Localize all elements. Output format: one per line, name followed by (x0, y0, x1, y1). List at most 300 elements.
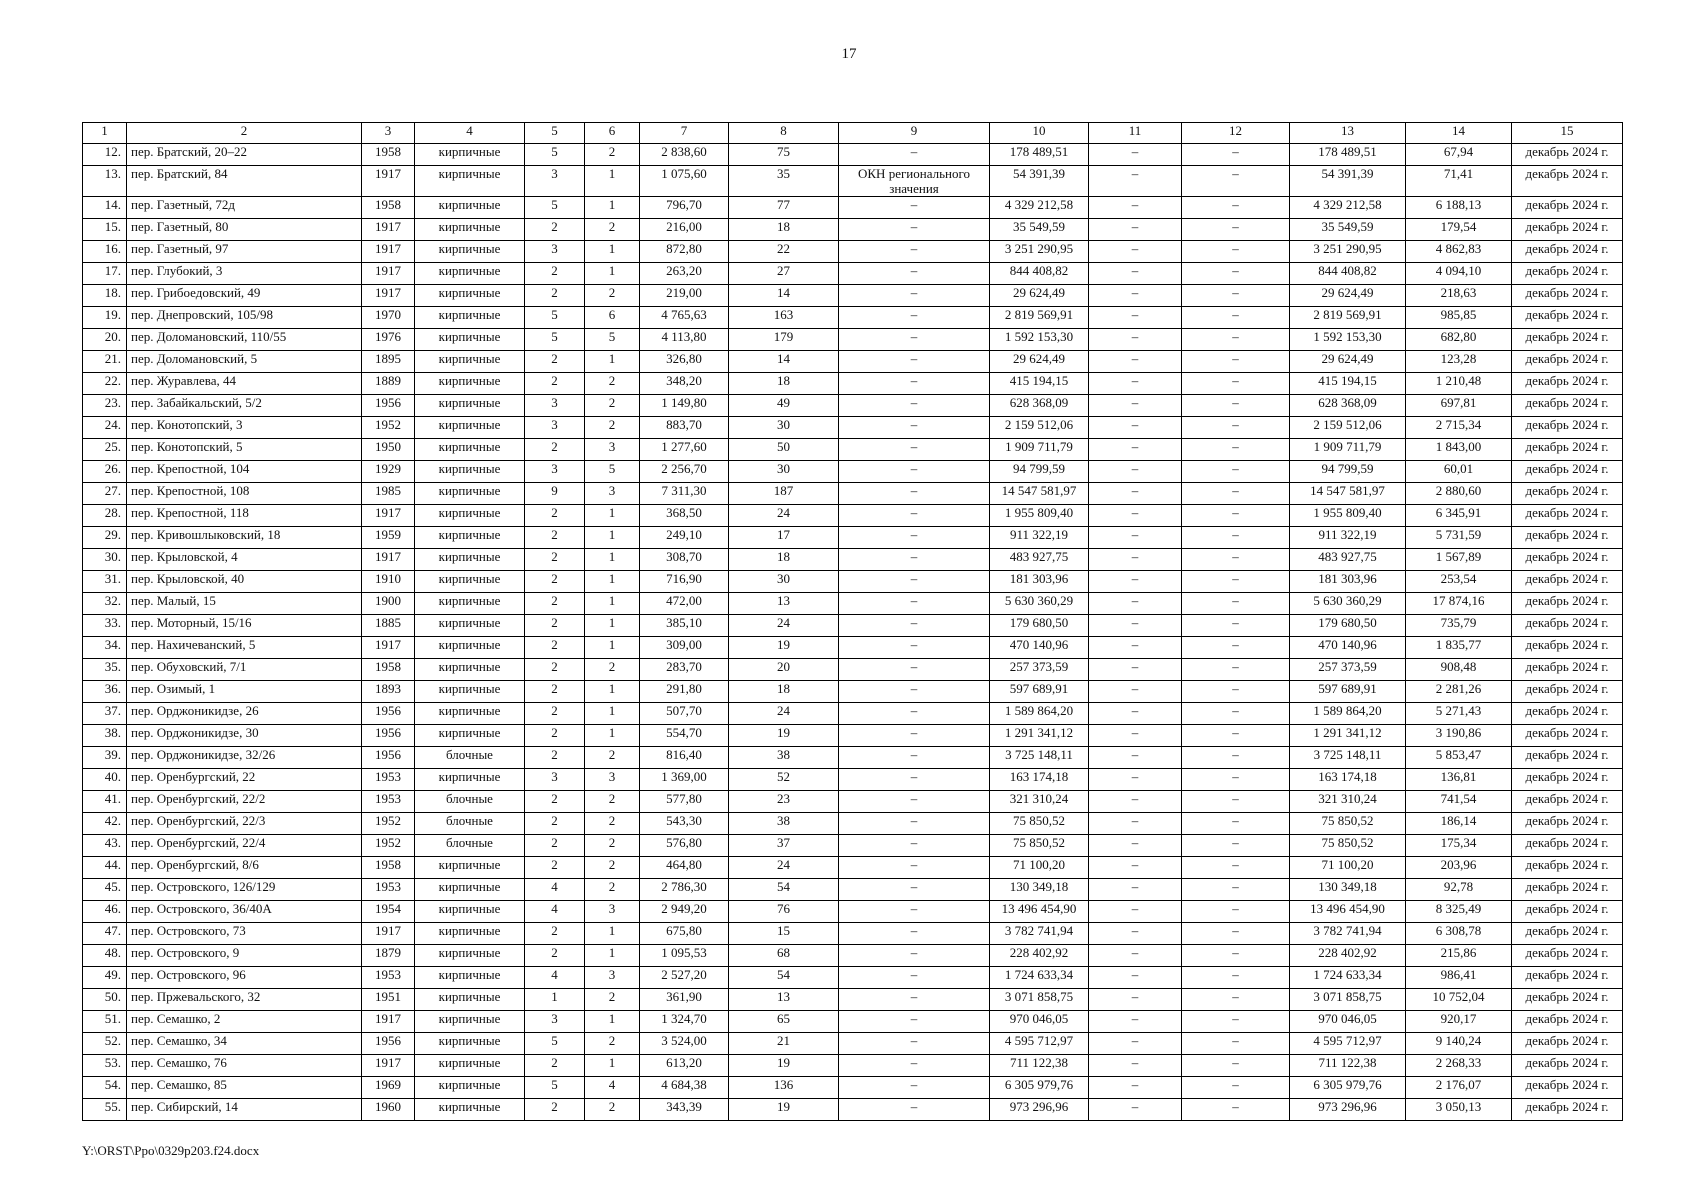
cell-address: пер. Орджоникидзе, 32/26 (127, 747, 362, 769)
cell-address: пер. Островского, 126/129 (127, 879, 362, 901)
cell-address: пер. Семашко, 76 (127, 1055, 362, 1077)
table-row (83, 329, 1623, 351)
cell-area: 883,70 (640, 417, 729, 439)
cell-cost-per-unit: 1 567,89 (1406, 549, 1512, 571)
cell-entrances: 2 (585, 395, 640, 417)
table-row (83, 571, 1623, 593)
cell-area: 577,80 (640, 791, 729, 813)
column-header-13: 13 (1290, 123, 1406, 144)
cell-cost-per-unit: 697,81 (1406, 395, 1512, 417)
cell-cost-fund: 54 391,39 (1290, 166, 1406, 197)
cell-year-built: 1879 (362, 945, 415, 967)
table-row (83, 1011, 1623, 1033)
cell-col-11: – (1089, 197, 1182, 219)
table-row (83, 461, 1623, 483)
cell-year-built: 1956 (362, 395, 415, 417)
cell-cost-per-unit: 985,85 (1406, 307, 1512, 329)
cell-area: 2 256,70 (640, 461, 729, 483)
cell-area: 343,39 (640, 1099, 729, 1121)
cell-completion-date: декабрь 2024 г. (1512, 703, 1623, 725)
cell-col-12: – (1182, 791, 1290, 813)
cell-heritage-status: – (839, 571, 990, 593)
cell-col-11: – (1089, 439, 1182, 461)
cell-address: пер. Островского, 36/40А (127, 901, 362, 923)
cell-residents: 27 (729, 263, 839, 285)
cell-cost-total: 94 799,59 (990, 461, 1089, 483)
cell-cost-per-unit: 175,34 (1406, 835, 1512, 857)
cell-col-12: – (1182, 725, 1290, 747)
table-row (83, 527, 1623, 549)
cell-completion-date: декабрь 2024 г. (1512, 144, 1623, 166)
cell-row-number: 25. (83, 439, 127, 461)
cell-floors: 2 (525, 747, 585, 769)
cell-heritage-status: – (839, 417, 990, 439)
cell-cost-total: 970 046,05 (990, 1011, 1089, 1033)
cell-completion-date: декабрь 2024 г. (1512, 351, 1623, 373)
cell-col-12: – (1182, 197, 1290, 219)
cell-entrances: 1 (585, 945, 640, 967)
cell-area: 716,90 (640, 571, 729, 593)
cell-floors: 2 (525, 285, 585, 307)
cell-residents: 24 (729, 703, 839, 725)
cell-cost-fund: 3 071 858,75 (1290, 989, 1406, 1011)
cell-row-number: 42. (83, 813, 127, 835)
cell-heritage-status: – (839, 879, 990, 901)
table-row (83, 166, 1623, 197)
table-row (83, 615, 1623, 637)
cell-col-12: – (1182, 835, 1290, 857)
cell-cost-total: 2 819 569,91 (990, 307, 1089, 329)
cell-col-11: – (1089, 835, 1182, 857)
cell-completion-date: декабрь 2024 г. (1512, 989, 1623, 1011)
cell-year-built: 1958 (362, 857, 415, 879)
cell-cost-per-unit: 2 281,26 (1406, 681, 1512, 703)
cell-row-number: 44. (83, 857, 127, 879)
cell-address: пер. Газетный, 80 (127, 219, 362, 241)
cell-floors: 2 (525, 615, 585, 637)
cell-cost-per-unit: 2 176,07 (1406, 1077, 1512, 1099)
cell-address: пер. Оренбургский, 22/3 (127, 813, 362, 835)
cell-address: пер. Грибоедовский, 49 (127, 285, 362, 307)
cell-col-11: – (1089, 1033, 1182, 1055)
table-row (83, 144, 1623, 166)
cell-year-built: 1953 (362, 879, 415, 901)
cell-col-12: – (1182, 144, 1290, 166)
cell-cost-per-unit: 3 050,13 (1406, 1099, 1512, 1121)
cell-completion-date: декабрь 2024 г. (1512, 263, 1623, 285)
table-row (83, 1055, 1623, 1077)
cell-area: 464,80 (640, 857, 729, 879)
cell-heritage-status: – (839, 395, 990, 417)
cell-cost-per-unit: 92,78 (1406, 879, 1512, 901)
cell-entrances: 2 (585, 144, 640, 166)
cell-completion-date: декабрь 2024 г. (1512, 241, 1623, 263)
cell-address: пер. Семашко, 34 (127, 1033, 362, 1055)
cell-completion-date: декабрь 2024 г. (1512, 923, 1623, 945)
cell-row-number: 26. (83, 461, 127, 483)
cell-year-built: 1917 (362, 166, 415, 197)
cell-cost-per-unit: 5 271,43 (1406, 703, 1512, 725)
cell-heritage-status: – (839, 703, 990, 725)
cell-completion-date: декабрь 2024 г. (1512, 395, 1623, 417)
cell-area: 1 369,00 (640, 769, 729, 791)
cell-cost-per-unit: 2 268,33 (1406, 1055, 1512, 1077)
cell-cost-per-unit: 986,41 (1406, 967, 1512, 989)
cell-area: 2 838,60 (640, 144, 729, 166)
cell-residents: 13 (729, 593, 839, 615)
cell-heritage-status: – (839, 351, 990, 373)
cell-wall-material: кирпичные (415, 659, 525, 681)
cell-residents: 19 (729, 1055, 839, 1077)
table-row (83, 923, 1623, 945)
cell-address: пер. Крепостной, 104 (127, 461, 362, 483)
cell-cost-per-unit: 60,01 (1406, 461, 1512, 483)
cell-wall-material: кирпичные (415, 703, 525, 725)
cell-entrances: 1 (585, 593, 640, 615)
cell-cost-total: 5 630 360,29 (990, 593, 1089, 615)
cell-row-number: 36. (83, 681, 127, 703)
cell-cost-per-unit: 682,80 (1406, 329, 1512, 351)
cell-entrances: 1 (585, 725, 640, 747)
cell-cost-fund: 844 408,82 (1290, 263, 1406, 285)
cell-area: 219,00 (640, 285, 729, 307)
cell-cost-fund: 71 100,20 (1290, 857, 1406, 879)
cell-cost-total: 1 589 864,20 (990, 703, 1089, 725)
cell-row-number: 52. (83, 1033, 127, 1055)
cell-cost-total: 711 122,38 (990, 1055, 1089, 1077)
cell-col-11: – (1089, 166, 1182, 197)
cell-address: пер. Семашко, 85 (127, 1077, 362, 1099)
cell-cost-fund: 35 549,59 (1290, 219, 1406, 241)
cell-cost-per-unit: 9 140,24 (1406, 1033, 1512, 1055)
cell-cost-total: 483 927,75 (990, 549, 1089, 571)
column-header-9: 9 (839, 123, 990, 144)
cell-cost-per-unit: 908,48 (1406, 659, 1512, 681)
table-row (83, 989, 1623, 1011)
cell-floors: 3 (525, 417, 585, 439)
cell-completion-date: декабрь 2024 г. (1512, 439, 1623, 461)
cell-completion-date: декабрь 2024 г. (1512, 659, 1623, 681)
cell-address: пер. Моторный, 15/16 (127, 615, 362, 637)
cell-address: пер. Крепостной, 108 (127, 483, 362, 505)
cell-completion-date: декабрь 2024 г. (1512, 615, 1623, 637)
cell-cost-per-unit: 179,54 (1406, 219, 1512, 241)
cell-cost-per-unit: 5 731,59 (1406, 527, 1512, 549)
cell-col-12: – (1182, 505, 1290, 527)
table-row (83, 285, 1623, 307)
cell-cost-per-unit: 215,86 (1406, 945, 1512, 967)
cell-residents: 65 (729, 1011, 839, 1033)
cell-year-built: 1917 (362, 923, 415, 945)
cell-cost-total: 179 680,50 (990, 615, 1089, 637)
cell-heritage-status: – (839, 813, 990, 835)
cell-year-built: 1885 (362, 615, 415, 637)
column-header-8: 8 (729, 123, 839, 144)
cell-col-11: – (1089, 857, 1182, 879)
table-body (83, 144, 1623, 1121)
cell-year-built: 1950 (362, 439, 415, 461)
cell-heritage-status: – (839, 967, 990, 989)
cell-cost-fund: 181 303,96 (1290, 571, 1406, 593)
cell-floors: 5 (525, 329, 585, 351)
cell-cost-total: 415 194,15 (990, 373, 1089, 395)
cell-cost-total: 228 402,92 (990, 945, 1089, 967)
cell-area: 507,70 (640, 703, 729, 725)
cell-col-12: – (1182, 637, 1290, 659)
cell-wall-material: кирпичные (415, 263, 525, 285)
cell-cost-fund: 94 799,59 (1290, 461, 1406, 483)
cell-completion-date: декабрь 2024 г. (1512, 1099, 1623, 1121)
cell-row-number: 22. (83, 373, 127, 395)
cell-wall-material: кирпичные (415, 593, 525, 615)
cell-address: пер. Семашко, 2 (127, 1011, 362, 1033)
cell-residents: 30 (729, 461, 839, 483)
cell-floors: 3 (525, 769, 585, 791)
cell-address: пер. Доломановский, 5 (127, 351, 362, 373)
cell-cost-fund: 178 489,51 (1290, 144, 1406, 166)
cell-cost-per-unit: 4 094,10 (1406, 263, 1512, 285)
cell-col-12: – (1182, 307, 1290, 329)
cell-address: пер. Братский, 20–22 (127, 144, 362, 166)
cell-completion-date: декабрь 2024 г. (1512, 857, 1623, 879)
table-row (83, 637, 1623, 659)
cell-cost-total: 13 496 454,90 (990, 901, 1089, 923)
cell-wall-material: кирпичные (415, 395, 525, 417)
table-row (83, 967, 1623, 989)
cell-floors: 2 (525, 373, 585, 395)
cell-cost-per-unit: 8 325,49 (1406, 901, 1512, 923)
cell-residents: 18 (729, 549, 839, 571)
cell-cost-total: 178 489,51 (990, 144, 1089, 166)
cell-address: пер. Островского, 96 (127, 967, 362, 989)
cell-floors: 2 (525, 571, 585, 593)
table-row (83, 659, 1623, 681)
cell-wall-material: кирпичные (415, 1055, 525, 1077)
cell-row-number: 12. (83, 144, 127, 166)
cell-entrances: 2 (585, 747, 640, 769)
cell-year-built: 1910 (362, 571, 415, 593)
cell-col-11: – (1089, 1011, 1182, 1033)
cell-entrances: 2 (585, 659, 640, 681)
cell-row-number: 35. (83, 659, 127, 681)
cell-col-12: – (1182, 901, 1290, 923)
cell-residents: 38 (729, 813, 839, 835)
cell-floors: 2 (525, 637, 585, 659)
cell-floors: 9 (525, 483, 585, 505)
cell-year-built: 1889 (362, 373, 415, 395)
cell-wall-material: кирпичные (415, 615, 525, 637)
cell-row-number: 32. (83, 593, 127, 615)
cell-row-number: 13. (83, 166, 127, 197)
cell-completion-date: декабрь 2024 г. (1512, 329, 1623, 351)
cell-col-11: – (1089, 1077, 1182, 1099)
cell-cost-total: 1 955 809,40 (990, 505, 1089, 527)
cell-residents: 20 (729, 659, 839, 681)
cell-cost-total: 597 689,91 (990, 681, 1089, 703)
cell-completion-date: декабрь 2024 г. (1512, 417, 1623, 439)
cell-row-number: 53. (83, 1055, 127, 1077)
cell-entrances: 6 (585, 307, 640, 329)
cell-area: 216,00 (640, 219, 729, 241)
cell-cost-per-unit: 735,79 (1406, 615, 1512, 637)
cell-cost-fund: 597 689,91 (1290, 681, 1406, 703)
cell-cost-fund: 163 174,18 (1290, 769, 1406, 791)
cell-floors: 2 (525, 791, 585, 813)
table-row (83, 857, 1623, 879)
cell-entrances: 2 (585, 285, 640, 307)
cell-address: пер. Газетный, 72д (127, 197, 362, 219)
cell-residents: 21 (729, 1033, 839, 1055)
cell-row-number: 46. (83, 901, 127, 923)
cell-completion-date: декабрь 2024 г. (1512, 483, 1623, 505)
cell-year-built: 1951 (362, 989, 415, 1011)
cell-completion-date: декабрь 2024 г. (1512, 725, 1623, 747)
table-row (83, 263, 1623, 285)
table-row (83, 307, 1623, 329)
cell-wall-material: кирпичные (415, 637, 525, 659)
cell-col-12: – (1182, 549, 1290, 571)
cell-col-11: – (1089, 901, 1182, 923)
cell-address: пер. Крепостной, 118 (127, 505, 362, 527)
cell-row-number: 21. (83, 351, 127, 373)
cell-heritage-status: – (839, 144, 990, 166)
cell-completion-date: декабрь 2024 г. (1512, 1011, 1623, 1033)
cell-area: 283,70 (640, 659, 729, 681)
cell-address: пер. Крыловской, 4 (127, 549, 362, 571)
cell-cost-fund: 4 595 712,97 (1290, 1033, 1406, 1055)
cell-cost-total: 1 592 153,30 (990, 329, 1089, 351)
cell-row-number: 48. (83, 945, 127, 967)
cell-residents: 68 (729, 945, 839, 967)
cell-cost-total: 54 391,39 (990, 166, 1089, 197)
cell-col-12: – (1182, 967, 1290, 989)
cell-wall-material: кирпичные (415, 923, 525, 945)
cell-year-built: 1917 (362, 1055, 415, 1077)
cell-col-11: – (1089, 307, 1182, 329)
cell-row-number: 33. (83, 615, 127, 637)
cell-col-12: – (1182, 857, 1290, 879)
cell-cost-per-unit: 253,54 (1406, 571, 1512, 593)
cell-cost-per-unit: 920,17 (1406, 1011, 1512, 1033)
cell-year-built: 1970 (362, 307, 415, 329)
cell-col-11: – (1089, 1055, 1182, 1077)
cell-wall-material: блочные (415, 747, 525, 769)
cell-cost-total: 4 595 712,97 (990, 1033, 1089, 1055)
cell-area: 4 113,80 (640, 329, 729, 351)
cell-cost-fund: 2 819 569,91 (1290, 307, 1406, 329)
cell-floors: 1 (525, 989, 585, 1011)
cell-residents: 49 (729, 395, 839, 417)
cell-year-built: 1958 (362, 197, 415, 219)
cell-year-built: 1956 (362, 1033, 415, 1055)
cell-col-11: – (1089, 527, 1182, 549)
cell-floors: 2 (525, 439, 585, 461)
column-header-7: 7 (640, 123, 729, 144)
cell-heritage-status: – (839, 681, 990, 703)
cell-residents: 18 (729, 373, 839, 395)
cell-residents: 19 (729, 725, 839, 747)
cell-col-12: – (1182, 1055, 1290, 1077)
cell-completion-date: декабрь 2024 г. (1512, 813, 1623, 835)
cell-heritage-status: – (839, 769, 990, 791)
cell-floors: 2 (525, 857, 585, 879)
column-number-row (83, 123, 1623, 144)
cell-col-11: – (1089, 219, 1182, 241)
cell-heritage-status: – (839, 329, 990, 351)
cell-year-built: 1917 (362, 241, 415, 263)
cell-area: 3 524,00 (640, 1033, 729, 1055)
cell-completion-date: декабрь 2024 г. (1512, 285, 1623, 307)
cell-wall-material: кирпичные (415, 241, 525, 263)
cell-address: пер. Нахичеванский, 5 (127, 637, 362, 659)
cell-area: 368,50 (640, 505, 729, 527)
cell-entrances: 1 (585, 923, 640, 945)
cell-col-12: – (1182, 923, 1290, 945)
cell-cost-fund: 3 251 290,95 (1290, 241, 1406, 263)
cell-year-built: 1958 (362, 659, 415, 681)
cell-cost-per-unit: 17 874,16 (1406, 593, 1512, 615)
cell-cost-fund: 14 547 581,97 (1290, 483, 1406, 505)
cell-cost-fund: 3 782 741,94 (1290, 923, 1406, 945)
cell-heritage-status: – (839, 549, 990, 571)
cell-wall-material: кирпичные (415, 901, 525, 923)
cell-area: 308,70 (640, 549, 729, 571)
cell-residents: 50 (729, 439, 839, 461)
cell-cost-fund: 628 368,09 (1290, 395, 1406, 417)
cell-col-12: – (1182, 483, 1290, 505)
cell-cost-per-unit: 10 752,04 (1406, 989, 1512, 1011)
table-row (83, 483, 1623, 505)
cell-col-12: – (1182, 351, 1290, 373)
cell-year-built: 1917 (362, 637, 415, 659)
cell-address: пер. Доломановский, 110/55 (127, 329, 362, 351)
cell-col-11: – (1089, 703, 1182, 725)
cell-area: 543,30 (640, 813, 729, 835)
table-row (83, 901, 1623, 923)
cell-col-11: – (1089, 659, 1182, 681)
cell-entrances: 2 (585, 1033, 640, 1055)
cell-entrances: 2 (585, 857, 640, 879)
cell-wall-material: блочные (415, 791, 525, 813)
cell-col-11: – (1089, 967, 1182, 989)
cell-year-built: 1917 (362, 219, 415, 241)
cell-area: 249,10 (640, 527, 729, 549)
cell-col-11: – (1089, 1099, 1182, 1121)
cell-heritage-status: – (839, 1033, 990, 1055)
cell-floors: 5 (525, 144, 585, 166)
cell-cost-total: 6 305 979,76 (990, 1077, 1089, 1099)
cell-wall-material: кирпичные (415, 1077, 525, 1099)
cell-wall-material: кирпичные (415, 967, 525, 989)
cell-heritage-status: – (839, 439, 990, 461)
cell-col-12: – (1182, 681, 1290, 703)
cell-floors: 2 (525, 703, 585, 725)
cell-entrances: 1 (585, 1011, 640, 1033)
cell-cost-per-unit: 6 345,91 (1406, 505, 1512, 527)
cell-col-11: – (1089, 395, 1182, 417)
cell-floors: 3 (525, 241, 585, 263)
cell-residents: 77 (729, 197, 839, 219)
cell-completion-date: декабрь 2024 г. (1512, 549, 1623, 571)
cell-floors: 5 (525, 1033, 585, 1055)
cell-cost-total: 3 725 148,11 (990, 747, 1089, 769)
cell-cost-total: 911 322,19 (990, 527, 1089, 549)
cell-floors: 2 (525, 813, 585, 835)
table-row (83, 1077, 1623, 1099)
cell-heritage-status: – (839, 923, 990, 945)
cell-wall-material: кирпичные (415, 1099, 525, 1121)
cell-floors: 3 (525, 1011, 585, 1033)
